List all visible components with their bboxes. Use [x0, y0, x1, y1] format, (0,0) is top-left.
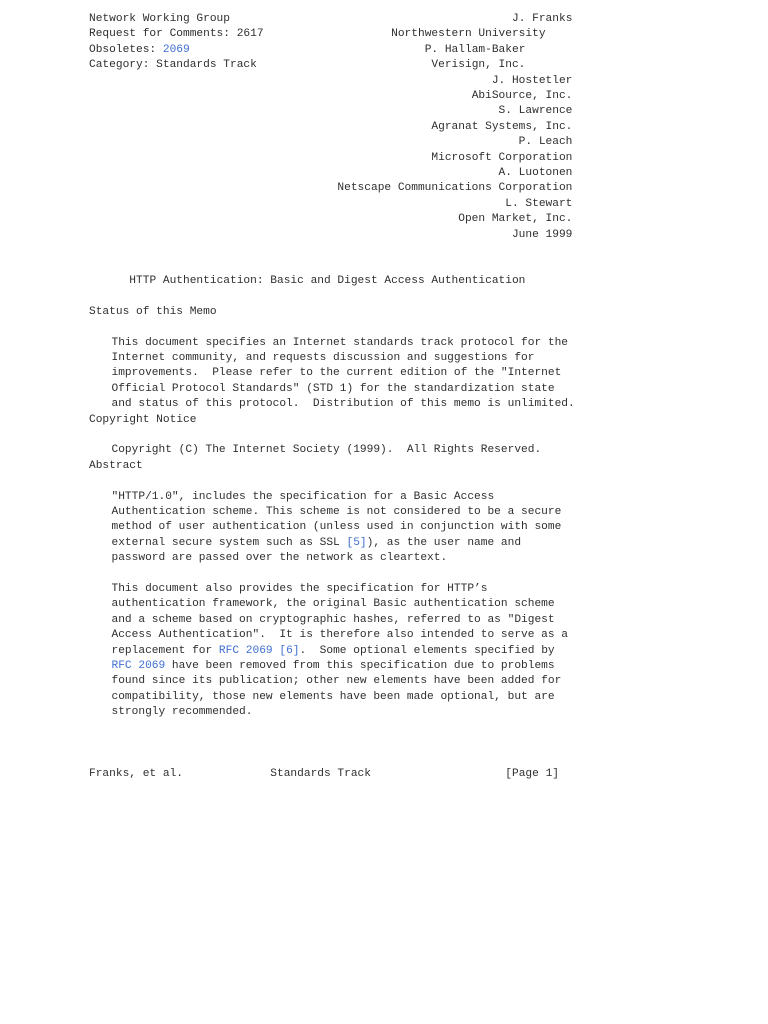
status-heading: Status of this Memo — [89, 305, 217, 318]
rfc-2069-link-2[interactable]: RFC 2069 — [111, 660, 166, 673]
rfc-2069-reference-link[interactable]: [6] — [279, 644, 300, 657]
status-body: This document specifies an Internet standards track protocol for the Internet community, and requests discussion and suggestions for improvements. Please refer to the current edition of the "Internet Official Protocol Standards" (STD 1) for the standardization state and status of this protocol. Distribution of this memo is unlimited. — [111, 336, 575, 411]
footer-page-number: [Page 1] — [505, 767, 559, 780]
footer-authors: Franks, et al. — [89, 767, 183, 780]
header-author-lawrence: S. Lawrence — [498, 105, 573, 118]
document-title: HTTP Authentication: Basic and Digest Access Authentication — [129, 274, 526, 287]
header-affiliation-abisource: AbiSource, Inc. — [471, 90, 573, 103]
header-category: Category: Standards Track — [89, 59, 257, 72]
copyright-heading: Copyright Notice — [89, 413, 197, 426]
rfc-header — [89, 12, 629, 336]
copyright-body: Copyright (C) The Internet Society (1999). All Rights Reserved. — [111, 444, 542, 457]
header-date: June 1999 — [511, 228, 573, 241]
abstract-paragraph-2 — [89, 582, 629, 721]
header-author-hallam-baker: P. Hallam-Baker — [424, 43, 526, 56]
abstract-p1-text: "HTTP/1.0", includes the specification for a Basic Access Authentication scheme. This scheme is not considered to be a secure method of user authentication (unless used in conjunction with some external secure system such as SSL — [111, 490, 562, 549]
abstract-p2-text-end: have been removed from this specification due to problems found since its publication; other new elements have been added for compatibility, those new elements have been made optional, but are strongly recommended. — [111, 660, 562, 719]
abstract-p2-text: This document also provides the specification for HTTP’s authentication framework, the original Basic authentication scheme and a scheme based on cryptographic hashes, referred to as "Digest Access Authentication". It is therefore also intended to serve as a replacement for — [111, 583, 569, 657]
footer-track: Standards Track — [270, 767, 371, 780]
ssl-reference-link[interactable]: [5] — [346, 536, 367, 549]
abstract-heading: Abstract — [89, 459, 143, 472]
abstract-paragraph-1 — [89, 490, 629, 567]
header-rfc-number: Request for Comments: 2617 — [89, 28, 264, 41]
header-affiliation-agranat: Agranat Systems, Inc. — [431, 120, 573, 133]
rfc-2069-link[interactable]: RFC 2069 — [218, 644, 273, 657]
header-author-hostetler: J. Hostetler — [491, 74, 573, 87]
header-affiliation-microsoft: Microsoft Corporation — [431, 151, 573, 164]
abstract-p1-text-end: ), as the user name and password are passed over the network as cleartext. — [111, 536, 522, 565]
header-affiliation-open-market: Open Market, Inc. — [458, 213, 573, 226]
header-affiliation-northwestern: Northwestern University — [391, 28, 546, 41]
header-author-franks: J. Franks — [511, 13, 573, 25]
header-author-leach: P. Leach — [518, 136, 573, 149]
header-affiliation-netscape: Netscape Communications Corporation — [337, 182, 573, 195]
header-author-luotonen: A. Luotonen — [498, 167, 573, 180]
rfc-page — [89, 12, 629, 782]
header-author-stewart: L. Stewart — [505, 197, 573, 210]
header-obsoletes-label: Obsoletes: — [89, 43, 163, 56]
header-working-group: Network Working Group — [89, 13, 230, 25]
abstract-p2-text-mid: . Some optional elements specified by — [299, 644, 555, 657]
obsoletes-rfc-link[interactable]: 2069 — [162, 43, 190, 56]
header-affiliation-verisign: Verisign, Inc. — [431, 59, 526, 72]
